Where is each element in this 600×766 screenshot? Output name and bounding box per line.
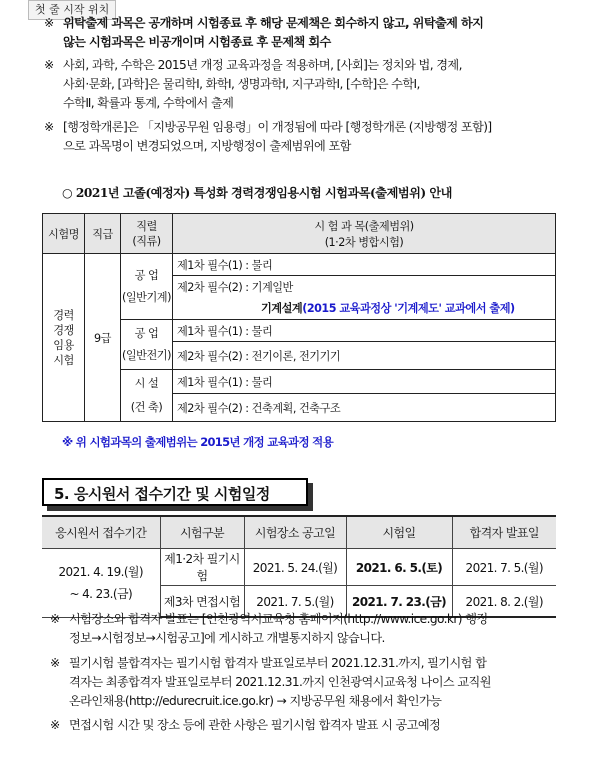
subject-row-3-1: 제1차 필수(1) : 물리 [173, 370, 556, 394]
notice-cell: 2021. 7. 5.(월) [244, 586, 346, 618]
scope-note: ※ 위 시험과목의 출제범위는 2015년 개정 교육과정 적용 [62, 435, 333, 449]
header-subjects-line1: 시 험 과 목(출제범위) [314, 219, 414, 233]
subject-row-1-2: 제2차 필수(2) : 기계일반 [173, 276, 556, 298]
note-line: [행정학개론]은 「지방공무원 임용령」이 개정됨에 따라 [행정학개론 (지방행정 포함)] [63, 120, 492, 134]
header-kind: 시험구분 [160, 516, 244, 549]
header-job: 직렬 (직류) [121, 214, 173, 254]
notice-cell: 2021. 5. 24.(월) [244, 549, 346, 586]
note-mark: ※ [50, 656, 60, 670]
subject-row-2-1: 제1차 필수(1) : 물리 [173, 320, 556, 342]
note-mark: ※ [44, 16, 54, 30]
subject-design: 기계설계 [261, 302, 303, 316]
job-line2: (건 축) [130, 400, 163, 414]
period-line2: ~ 4. 23.(금) [69, 586, 133, 601]
note-mark: ※ [44, 58, 54, 72]
note-bottom-3 [50, 716, 562, 735]
note-line: 않는 시험과목은 비공개이며 시험종료 후 문제책 회수 [63, 35, 331, 49]
note-line: 수학Ⅱ, 확률과 통계, 수학에서 출제 [63, 96, 234, 110]
note-top-1 [44, 14, 564, 52]
kind-cell: 제1·2차 필기시험 [160, 549, 244, 586]
header-period: 응시원서 접수기간 [42, 516, 160, 549]
job-line1: 공 업 [134, 326, 159, 340]
note-line: 위탁출제 과목은 공개하며 시험종료 후 해당 문제책은 회수하지 않고, 위탁출제 하지 [63, 16, 484, 30]
header-grade: 직급 [85, 214, 121, 254]
job-line1: 시 설 [134, 376, 159, 390]
first-line-tag: 첫 줄 시작 위치 [28, 0, 116, 20]
subject-row-2-2: 제2차 필수(2) : 전기이론, 전기기기 [173, 342, 556, 370]
job-cell-1 [121, 254, 173, 320]
header-subjects [173, 214, 556, 254]
exam-date-cell: 2021. 6. 5.(토) [346, 549, 452, 586]
note-line: 사회·문화, [과학]은 물리학Ⅰ, 화학Ⅰ, 생명과학Ⅰ, 지구과학Ⅰ, [수학]은 수학Ⅰ, [63, 77, 420, 91]
result-cell: 2021. 8. 2.(월) [452, 586, 556, 618]
note-mark: ※ [50, 718, 60, 732]
job-line2: (일반전기) [122, 348, 171, 362]
subjects-heading: ○ 2021년 고졸(예정자) 특성화 경력경쟁임용시험 시험과목(출제범위) 안내 [62, 186, 452, 200]
note-line: 시험장소와 합격자 발표는 [인천광역시교육청 홈페이지(http://www.ice.go.kr) 행정 [69, 612, 488, 626]
header-result: 합격자 발표일 [452, 516, 556, 549]
note-bottom-1 [50, 610, 562, 648]
subject-design-note: (2015 교육과정상 '기계제도' 교과에서 출제) [302, 302, 515, 316]
note-line: 격자는 최종합격자 발표일로부터 2021.12.31.까지 인천광역시교육청 나이스 교직원 [69, 675, 491, 689]
note-top-2 [44, 56, 564, 113]
header-subjects-line2: (1·2차 병합시험) [324, 235, 404, 249]
note-mark: ※ [50, 612, 60, 626]
job-line2: (일반기계) [122, 290, 171, 304]
note-bottom-2 [50, 654, 562, 711]
exam-name-cell: 경력 경쟁 임용 시험 [43, 254, 85, 422]
header-exam: 시험명 [43, 214, 85, 254]
period-line1: 2021. 4. 19.(월) [58, 564, 143, 579]
subjects-table [42, 213, 556, 422]
subject-row-1-3 [173, 298, 556, 320]
note-line: 온라인채용(http://edurecruit.ice.go.kr) → 지방공무원 채용에서 확인가능 [69, 694, 442, 708]
job-line1: 공 업 [134, 268, 159, 282]
exam-date-cell: 2021. 7. 23.(금) [346, 586, 452, 618]
subject-row-3-2: 제2차 필수(2) : 건축계획, 건축구조 [173, 394, 556, 422]
note-line: 정보→시험정보→시험공고]에 게시하고 개별통지하지 않습니다. [69, 631, 385, 645]
job-cell-3 [121, 370, 173, 422]
header-exam-date: 시험일 [346, 516, 452, 549]
schedule-table [42, 515, 556, 618]
note-top-3 [44, 118, 564, 156]
period-cell [42, 549, 160, 618]
job-cell-2 [121, 320, 173, 370]
header-notice: 시험장소 공고일 [244, 516, 346, 549]
note-mark: ※ [44, 120, 54, 134]
note-line: 사회, 과학, 수학은 2015년 개정 교육과정을 적용하며, [사회]는 정치와 법, 경제, [63, 58, 462, 72]
note-line: 으로 과목명이 변경되었으며, 지방행정이 출제범위에 포함 [63, 139, 351, 153]
result-cell: 2021. 7. 5.(월) [452, 549, 556, 586]
grade-cell: 9급 [85, 254, 121, 422]
note-line: 필기시험 불합격자는 필기시험 합격자 발표일로부터 2021.12.31.까지, 필기시험 합 [69, 656, 487, 670]
kind-cell: 제3차 면접시험 [160, 586, 244, 618]
note-line: 면접시험 시간 및 장소 등에 관한 사항은 필기시험 합격자 발표 시 공고예정 [69, 718, 441, 732]
section-title: 5. 응시원서 접수기간 및 시험일정 [42, 478, 308, 506]
subject-row-1-1: 제1차 필수(1) : 물리 [173, 254, 556, 276]
